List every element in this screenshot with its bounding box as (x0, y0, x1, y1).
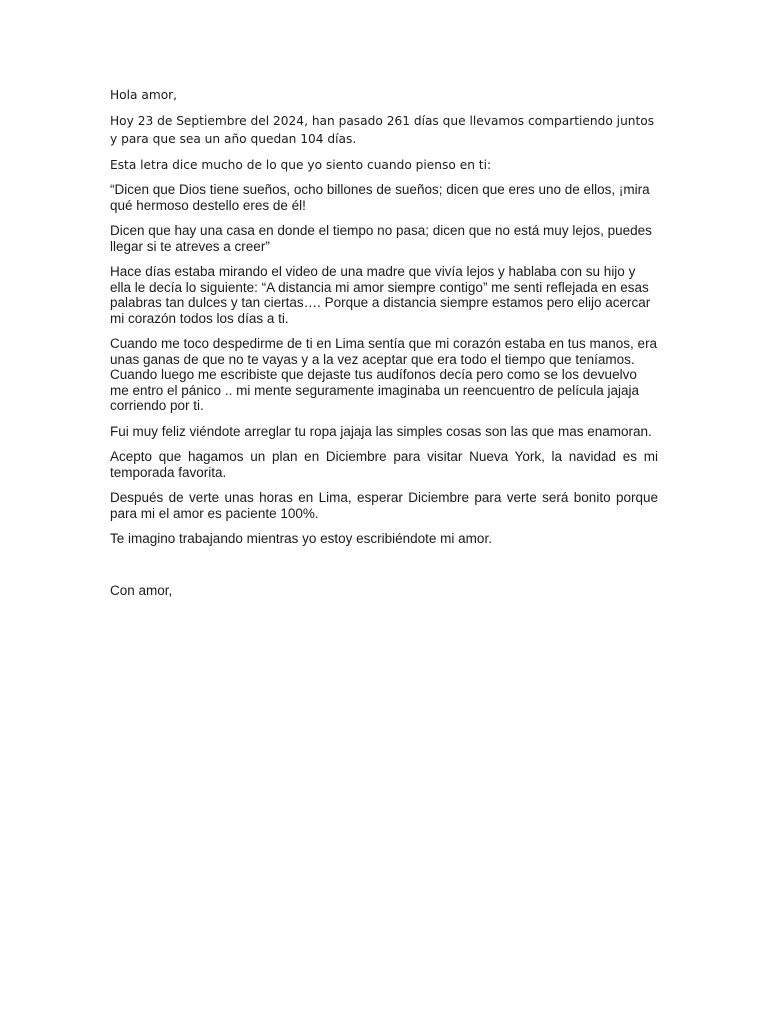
greeting: Hola amor, (110, 88, 178, 102)
video-paragraph: Hace días estaba mirando el video de una madre que vivía lejos y hablaba con su hijo y ella le decía lo siguiente: “A distancia mi amor siempre contigo” me senti reflejada en esas palabras tan dulces y tan ciertas…. Porque a distancia siempre estamos pero elijo acercar mi corazón todos los días a ti. (110, 264, 651, 326)
plan-paragraph: Acepto que hagamos un plan en Diciembre para visitar Nueva York, la navidad es mi temporada favorita. (110, 449, 658, 480)
closing: Con amor, (110, 582, 173, 598)
intro-paragraph: Hoy 23 de Septiembre del 2024, han pasado 261 días que llevamos compartiendo juntos y para que sea un año quedan 104 días. (110, 114, 655, 146)
paciente-paragraph: Después de verte unas horas en Lima, esperar Diciembre para verte será bonito porque para mi el amor es paciente 100%. (110, 490, 658, 521)
song-intro: Esta letra dice mucho de lo que yo siento cuando pienso en ti: (110, 158, 492, 172)
lyrics-paragraph-2: Dicen que hay una casa en donde el tiempo no pasa; dicen que no está muy lejos, puedes llegar si te atreves a creer” (110, 223, 652, 254)
lima-paragraph: Cuando me toco despedirme de ti en Lima sentía que mi corazón estaba en tus manos, era unas ganas de que no te vayas y a la vez aceptar que era todo el tiempo que teníamos. Cuando luego me escribiste que dejaste tus audífonos decía pero como se los devuelvo me entro el pánico .. mi mente seguramente imaginaba un reencuentro de película jajaja corriendo por ti. (110, 336, 658, 413)
ropa-paragraph: Fui muy feliz viéndote arreglar tu ropa jajaja las simples cosas son las que mas enamoran. (110, 423, 652, 439)
trabajando-paragraph: Te imagino trabajando mientras yo estoy escribiéndote mi amor. (110, 531, 492, 546)
lyrics-paragraph-1: “Dicen que Dios tiene sueños, ocho billones de sueños; dicen que eres uno de ellos, ¡mira qué hermoso destello eres de él! (110, 182, 650, 213)
letter-page (110, 86, 658, 608)
spacer (110, 557, 658, 583)
